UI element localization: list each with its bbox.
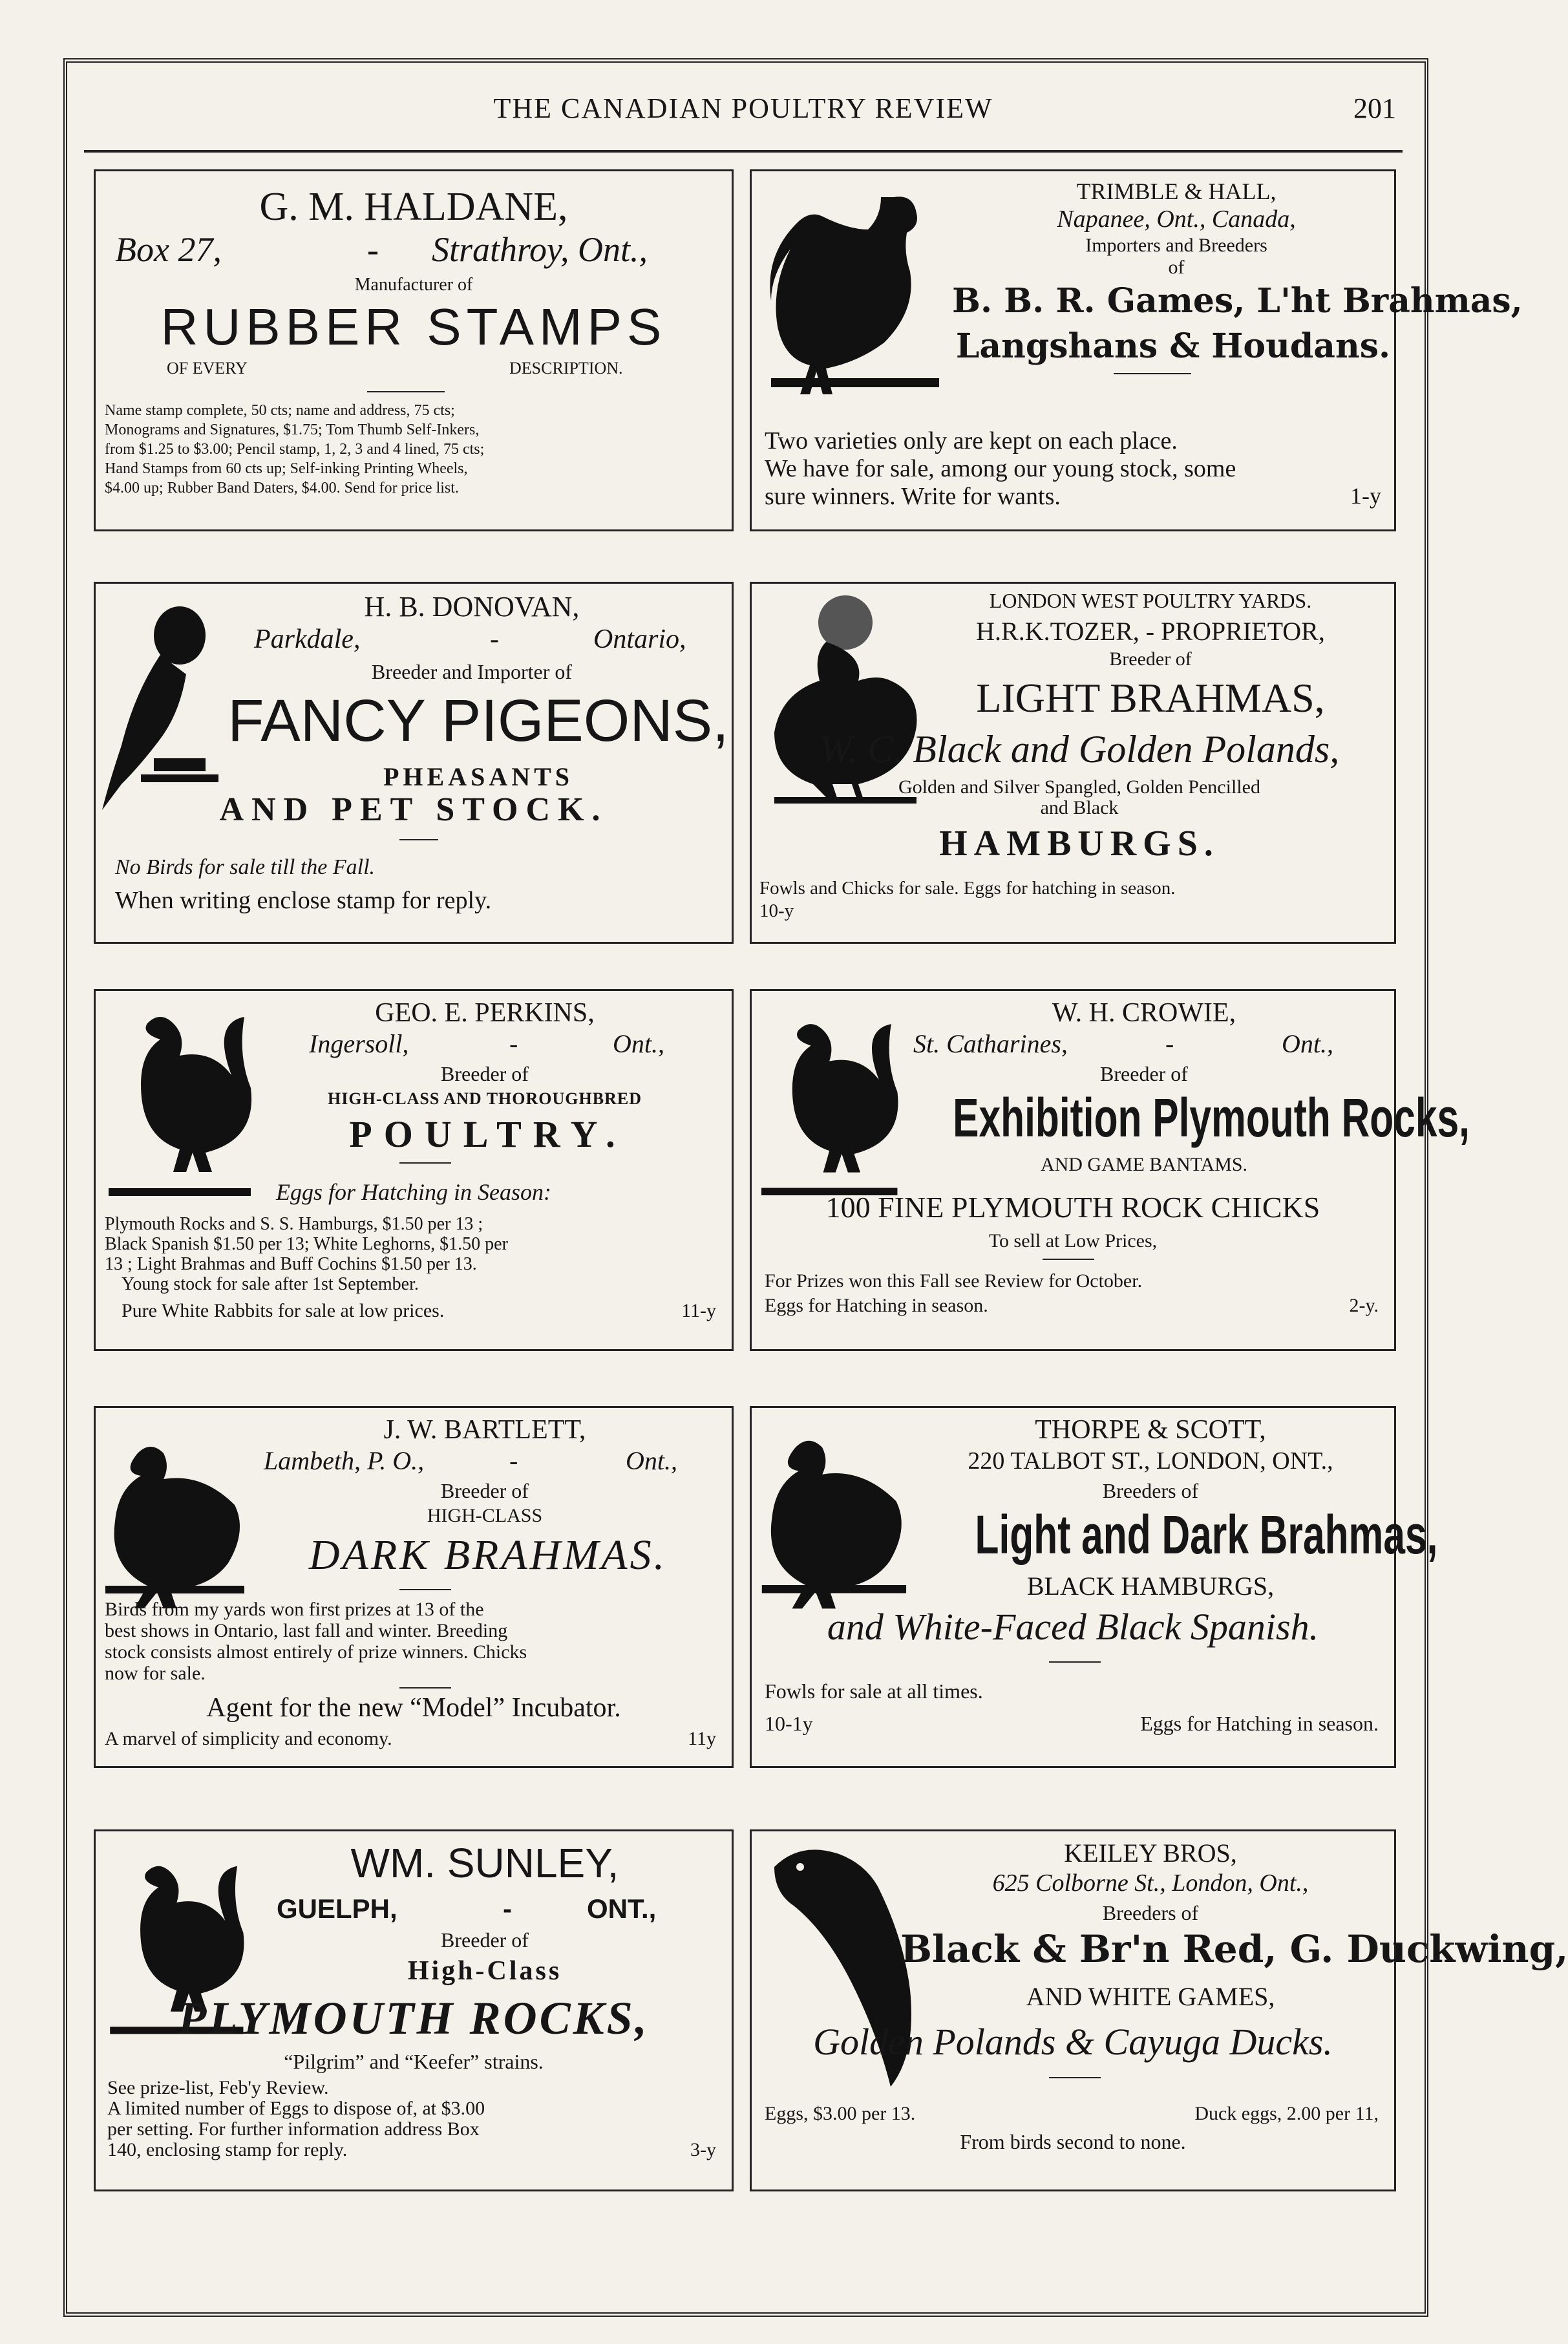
eggs-price: Eggs, $3.00 per 13. — [765, 2103, 916, 2124]
place-2: Ontario, — [593, 624, 686, 654]
body-line: Young stock for sale after 1st September. — [122, 1274, 419, 1294]
light-dark-brahmas: Light and Dark Brahmas, — [975, 1504, 1438, 1565]
body-line: now for sale. — [105, 1663, 206, 1684]
ad-name: WM. SUNLEY, — [350, 1840, 619, 1886]
of-every: OF EVERY — [167, 359, 248, 378]
ad-tozer — [750, 582, 1396, 944]
fowls-note: Fowls for sale at all times. — [765, 1679, 983, 1703]
ad-name: G. M. HALDANE, — [259, 185, 568, 229]
ad-code: 11y — [688, 1728, 716, 1749]
ad-town: Strathroy, Ont., — [432, 230, 648, 269]
dash: - — [509, 1029, 518, 1058]
body-line: We have for sale, among our young stock, some — [765, 455, 1236, 482]
high-class-label: HIGH-CLASS — [427, 1505, 543, 1526]
ad-name: LONDON WEST POULTRY YARDS. — [989, 589, 1312, 612]
place-1: Ingersoll, — [309, 1029, 409, 1058]
plymouth-rocks: PLYMOUTH ROCKS, — [178, 1992, 650, 2044]
divider — [1043, 1259, 1094, 1260]
dash: - — [1165, 1029, 1174, 1058]
breeder-label: Breeder and Importer of — [371, 660, 573, 683]
black-red-duckwing: Black & Br'n Red, G. Duckwing, — [900, 1927, 1568, 1971]
golden-polands: Golden Polands & Cayuga Ducks. — [813, 2021, 1333, 2063]
page-header — [78, 92, 1409, 131]
prizes-note: For Prizes won this Fall see Review for October. — [765, 1270, 1143, 1292]
ad-haldane — [94, 169, 734, 531]
body-line: Name stamp complete, 50 cts; name and address, 75 cts; — [105, 402, 455, 419]
ad-trimble — [750, 169, 1523, 531]
breeds-line-2: Langshans & Houdans. — [955, 326, 1391, 366]
place-1: St. Catharines, — [913, 1029, 1068, 1058]
ad-address: 220 TALBOT ST., LONDON, ONT., — [968, 1447, 1333, 1475]
body-line: Black Spanish $1.50 per 13; White Leghorns, $1.50 per — [105, 1234, 508, 1254]
rubber-stamps-title: RUBBER STAMPS — [160, 298, 667, 356]
importers-label: Importers and Breeders — [1085, 235, 1267, 256]
body-line: Hand Stamps from 60 cts up; Self-inking Printing Wheels, — [105, 460, 468, 477]
divider — [399, 1162, 451, 1164]
rabbits-note: Pure White Rabbits for sale at low prices. — [122, 1300, 445, 1321]
ad-bartlett — [94, 1406, 734, 1768]
page-number: 201 — [1353, 92, 1396, 124]
black-hamburgs: BLACK HAMBURGS, — [1026, 1572, 1275, 1601]
place-2: Ont., — [626, 1446, 677, 1475]
description-label: DESCRIPTION. — [509, 359, 623, 378]
ad-code: 2-y. — [1349, 1295, 1379, 1316]
body-line: sure winners. Write for wants. — [765, 483, 1061, 510]
light-brahmas: LIGHT BRAHMAS, — [976, 675, 1325, 721]
breeders-label: Breeders of — [1102, 1479, 1199, 1502]
ad-name: KEILEY BROS, — [1064, 1838, 1237, 1868]
spangled-line-2: and Black — [1040, 797, 1119, 818]
body-line: See prize-list, Feb'y Review. — [107, 2077, 329, 2098]
dash: - — [503, 1893, 512, 1924]
no-birds: No Birds for sale till the Fall. — [115, 855, 376, 879]
spangled-line-1: Golden and Silver Spangled, Golden Pencilled — [898, 776, 1260, 798]
ad-keiley — [750, 1829, 1568, 2191]
brahma-hen-icon — [761, 1427, 910, 1602]
ad-place: Napanee, Ont., Canada, — [1057, 206, 1296, 233]
body-line: $4.00 up; Rubber Band Daters, $4.00. Send for price list. — [105, 480, 459, 496]
ad-name: GEO. E. PERKINS, — [375, 998, 595, 1028]
place-2: ONT., — [587, 1893, 657, 1924]
game-bantams: AND GAME BANTAMS. — [1040, 1154, 1248, 1175]
ad-donovan — [94, 582, 734, 944]
breeders-label: Breeders of — [1102, 1901, 1199, 1924]
place-1: Parkdale, — [254, 624, 361, 654]
fancy-pigeons: FANCY PIGEONS, — [228, 688, 729, 754]
ad-name: TRIMBLE & HALL, — [1076, 178, 1277, 204]
body-line: A limited number of Eggs to dispose of, at $3.00 — [107, 2098, 485, 2119]
dash: - — [367, 230, 379, 269]
strains: “Pilgrim” and “Keefer” strains. — [284, 2050, 544, 2073]
high-class-label: High-Class — [407, 1956, 562, 1986]
dark-brahmas: DARK BRAHMAS. — [308, 1531, 668, 1579]
white-games: AND WHITE GAMES, — [1026, 1982, 1275, 2011]
hamburgs: HAMBURGS. — [939, 824, 1220, 864]
poultry-title: POULTRY. — [349, 1113, 627, 1155]
header-rule — [84, 150, 1403, 153]
ad-code: 11-y — [681, 1300, 716, 1321]
second-to-none: From birds second to none. — [960, 2130, 1186, 2153]
breeder-label: Breeder of — [441, 1928, 529, 1952]
high-class-label: HIGH-CLASS AND THOROUGHBRED — [328, 1089, 642, 1108]
marvel-note: A marvel of simplicity and economy. — [105, 1728, 392, 1749]
duck-eggs-price: Duck eggs, 2.00 per 11, — [1194, 2103, 1379, 2124]
body-line: Monograms and Signatures, $1.75; Tom Thumb Self-Inkers, — [105, 421, 480, 438]
pigeon-icon — [102, 597, 231, 816]
place-2: Ont., — [1282, 1029, 1333, 1058]
place-1: Lambeth, P. O., — [264, 1446, 425, 1475]
writing-note: When writing enclose stamp for reply. — [115, 887, 492, 914]
ad-name: H. B. DONOVAN, — [364, 591, 580, 623]
proprietor: H.R.K.TOZER, - PROPRIETOR, — [976, 617, 1325, 646]
breeder-label: Breeder of — [1100, 1062, 1188, 1085]
pet-stock: AND PET STOCK. — [219, 791, 608, 828]
low-prices: To sell at Low Prices, — [988, 1230, 1158, 1252]
white-faced-spanish: and White-Faced Black Spanish. — [827, 1606, 1319, 1648]
exhibition-title: Exhibition Plymouth Rocks, — [953, 1087, 1470, 1148]
place-2: Ont., — [613, 1029, 664, 1058]
ad-code: 10-y — [759, 900, 794, 921]
eggs-heading: Eggs for Hatching in Season: — [276, 1179, 551, 1205]
place-1: GUELPH, — [277, 1893, 397, 1924]
divider — [399, 1687, 451, 1689]
dash: - — [490, 624, 499, 654]
ad-crowie — [750, 989, 1470, 1351]
eggs-note: Eggs for Hatching in season. — [1140, 1712, 1379, 1735]
chicks-heading: 100 FINE PLYMOUTH ROCK CHICKS — [825, 1191, 1320, 1224]
body-line: Plymouth Rocks and S. S. Hamburgs, $1.50 per 13 ; — [105, 1214, 483, 1234]
ad-address: 625 Colborne St., London, Ont., — [992, 1870, 1309, 1897]
ad-code: 10-1y — [765, 1712, 813, 1735]
breeds-line-1: B. B. R. Games, L'ht Brahmas, — [952, 281, 1523, 321]
body-line: stock consists almost entirely of prize winners. Chicks — [105, 1641, 527, 1663]
body-line: best shows in Ontario, last fall and winter. Breeding — [105, 1620, 508, 1641]
divider — [1114, 373, 1191, 374]
journal-title: THE CANADIAN POULTRY REVIEW — [493, 92, 993, 124]
ad-code: 1-y — [1350, 483, 1381, 509]
body-line: per setting. For further information address Box — [107, 2118, 480, 2140]
eggs-note: Eggs for Hatching in season. — [765, 1295, 988, 1316]
dash: - — [509, 1446, 518, 1475]
body-line: Two varieties only are kept on each place. — [765, 427, 1178, 454]
ad-name: J. W. BARTLETT, — [383, 1415, 586, 1445]
body-line: from $1.25 to $3.00; Pencil stamp, 1, 2, 3 and 4 lined, 75 cts; — [105, 441, 485, 458]
ad-thorpe — [750, 1406, 1438, 1768]
body-line: Birds from my yards won first prizes at 13 of the — [105, 1599, 484, 1620]
ad-perkins — [94, 989, 734, 1351]
polands: W. C. Black and Golden Polands, — [819, 728, 1340, 771]
divider — [399, 1589, 451, 1590]
ad-name: W. H. CROWIE, — [1052, 998, 1236, 1028]
divider — [367, 391, 445, 392]
brahma-hen-icon — [105, 1434, 248, 1602]
divider — [399, 839, 438, 840]
divider — [1049, 1661, 1101, 1663]
ad-name: THORPE & SCOTT, — [1035, 1415, 1266, 1445]
divider — [1049, 2077, 1101, 2078]
ad-box: Box 27, — [115, 230, 222, 269]
pheasants: PHEASANTS — [383, 762, 574, 791]
agent-note: Agent for the new “Model” Incubator. — [206, 1693, 621, 1723]
breeder-label: Breeder of — [441, 1062, 529, 1085]
game-rooster-icon — [765, 184, 959, 404]
manufacturer-label: Manufacturer of — [354, 275, 473, 295]
body-line: 13 ; Light Brahmas and Buff Cochins $1.50 per 13. — [105, 1254, 477, 1274]
body-line: 140, enclosing stamp for reply. — [107, 2139, 348, 2160]
breeder-label: Breeder of — [1109, 648, 1192, 670]
ad-sunley — [94, 1829, 734, 2191]
ad-code: 3-y — [690, 2139, 716, 2160]
breeder-label: Breeder of — [441, 1479, 529, 1502]
of-label: of — [1168, 257, 1185, 278]
fowls-note: Fowls and Chicks for sale. Eggs for hatching in season. — [759, 878, 1176, 899]
